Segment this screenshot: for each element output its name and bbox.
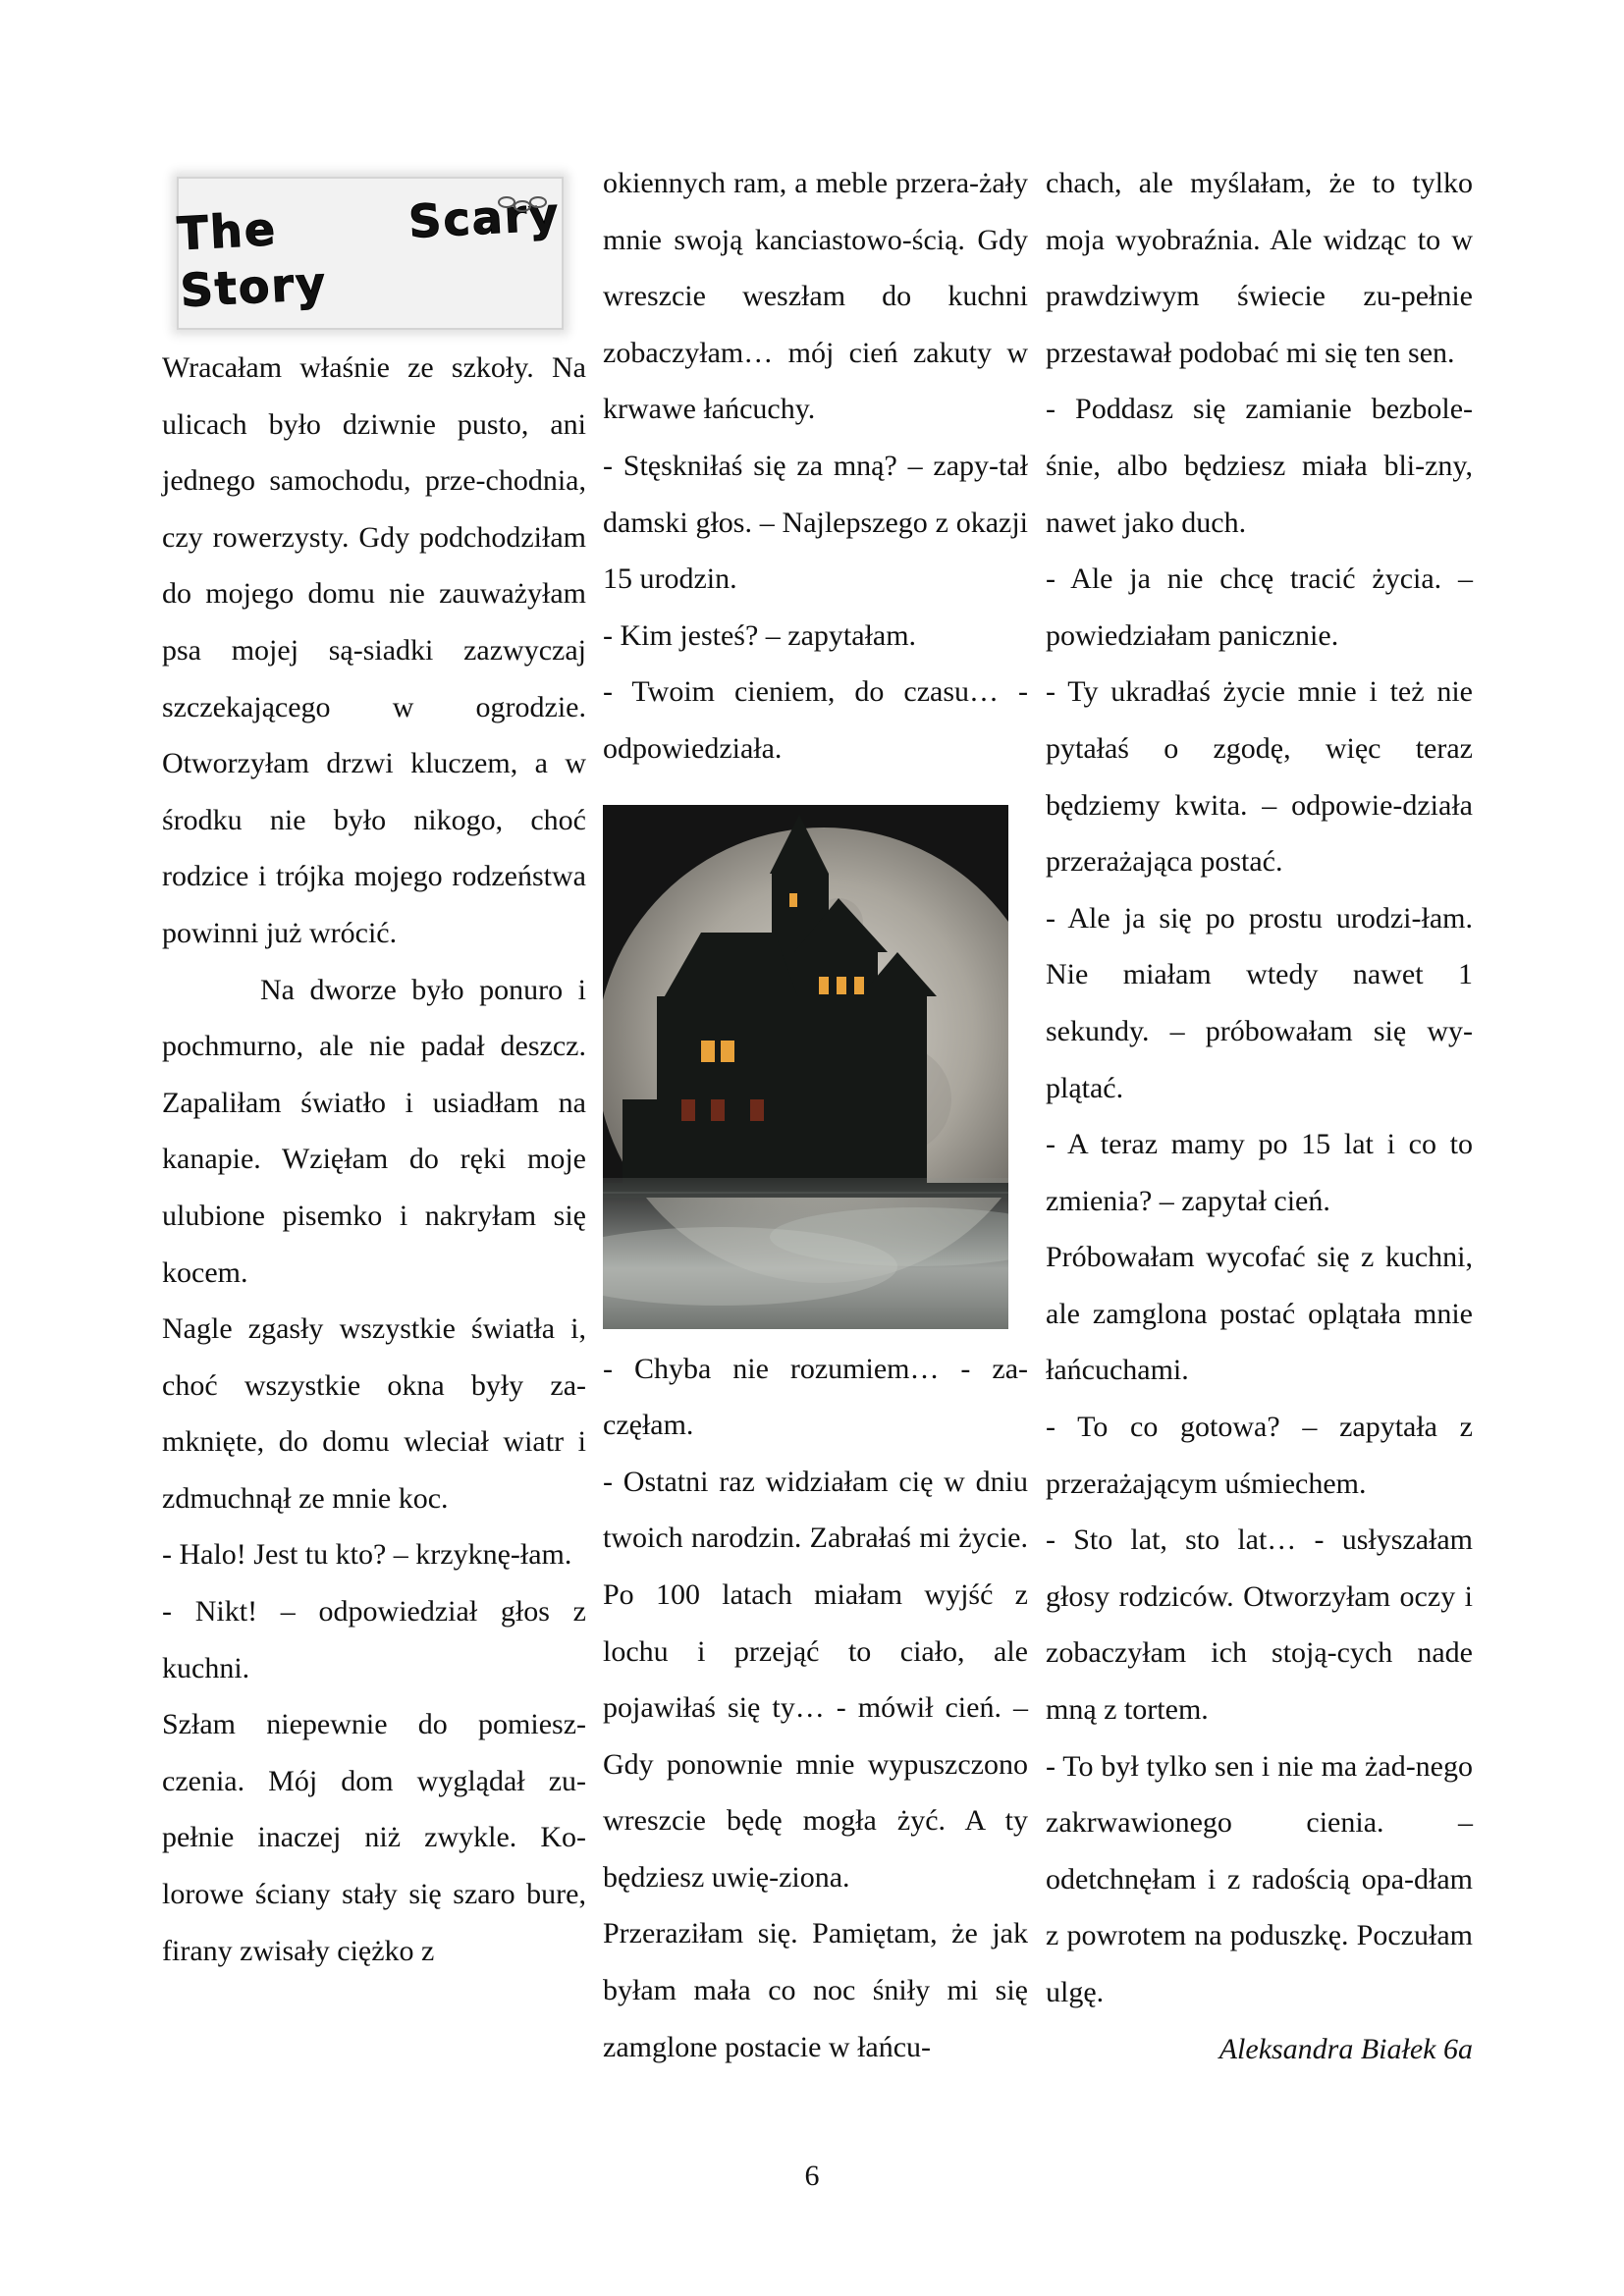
author-signature: Aleksandra Białek 6a: [1218, 2032, 1473, 2065]
logo-box: [177, 177, 564, 330]
logo-text: The Scary Story: [176, 187, 562, 318]
paragraph: Szłam niepewnie do pomiesz-czenia. Mój dom wyglądał zu-pełnie inaczej niż zwykle. Ko-lorowe ściany stały się szaro bure, firany zwisały ciężko z: [162, 1708, 586, 1967]
paragraph: okiennych ram, a meble przera-żały mnie swoją kanciastowo-ścią. Gdy wreszcie weszłam do kuchni zobaczyłam… mój cień zakuty w krwawe łańcuchy.: [603, 167, 1028, 426]
column-3: [1046, 155, 1473, 2077]
paragraph: chach, ale myślałam, że to tylko moja wyobraźnia. Ale widząc to w prawdziwym świecie zu-pełnie przestawał podobać mi się ten sen.: [1046, 167, 1473, 369]
paragraph: - Kim jesteś? – zapytałam.: [603, 618, 917, 652]
paragraph: - Halo! Jest tu kto? – krzyknę-łam.: [162, 1538, 572, 1572]
paragraph: - To co gotowa? – zapytała z przerażającym uśmiechem.: [1046, 1411, 1473, 1500]
paragraph: - Ty ukradłaś życie mnie i też nie pytałaś o zgodę, więc teraz będziemy kwita. – odpowie-działa przerażająca postać.: [1046, 675, 1473, 879]
paragraph: - Ale ja się po prostu urodzi-łam. Nie miałam wtedy nawet 1 sekundy. – próbowałam się wy-plątać.: [1046, 901, 1473, 1104]
haunted-house-image: [603, 805, 1008, 1329]
chain-icon: [493, 188, 552, 228]
paragraph: - Twoim cieniem, do czasu… - odpowiedziała.: [603, 675, 1028, 765]
paragraph: - Chyba nie rozumiem… - za-częłam.: [603, 1352, 1028, 1442]
paragraph: - Nikt! – odpowiedział głos z kuchni.: [162, 1595, 586, 1684]
paragraph: Wracałam właśnie ze szkoły. Na ulicach było dziwnie pusto, ani jednego samochodu, prze-chodnia, czy rowerzysty. Gdy podchodziłam do mojego domu nie zauważyłam psa mojej są-siadki zazwyczaj szczekającego w ogrodzie. Otworzyłam drzwi kluczem, a w środku nie było nikogo, choć rodzice i trójka mojego rodzeństwa powinni już wrócić.: [162, 351, 586, 949]
column-2: [603, 155, 1028, 2075]
paragraph: - A teraz mamy po 15 lat i co to zmienia? – zapytał cień.: [1046, 1128, 1473, 1217]
paragraph: Próbowałam wycofać się z kuchni, ale zamglona postać oplątała mnie łańcuchami.: [1046, 1241, 1473, 1387]
paragraph: - Ale ja nie chcę tracić życia. – powiedziałam panicznie.: [1046, 562, 1473, 652]
page-number: 6: [804, 2160, 820, 2192]
column-1: [162, 155, 586, 1979]
paragraph: - To był tylko sen i nie ma żad-nego zakrwawionego cienia. – odetchnęłam i z radością opa-dłam z powrotem na poduszkę. Poczułam ulgę.: [1046, 1749, 1473, 2008]
paragraph: Na dworze było ponuro i pochmurno, ale nie padał deszcz. Zapaliłam światło i usiadłam na kanapie. Wzięłam do ręki moje ulubione pisemko i nakryłam się kocem.: [162, 973, 586, 1289]
paragraph: - Ostatni raz widziałam cię w dniu twoich narodzin. Zabrałaś mi życie. Po 100 latach miałam wyjść z lochu i przejąć to ciało, ale pojawiłaś się ty… - mówił cień. – Gdy ponownie mnie wypuszczono wreszcie będę mogła żyć. A ty będziesz uwię-ziona.: [603, 1465, 1028, 1894]
paragraph: - Stęskniłaś się za mną? – zapy-tał damski głos. – Najlepszego z okazji 15 urodzin.: [603, 449, 1028, 596]
paragraph: - Sto lat, sto lat… - usłyszałam głosy rodziców. Otworzyłam oczy i zobaczyłam ich stoją-cych nade mną z tortem.: [1046, 1523, 1473, 1727]
paragraph: - Poddasz się zamianie bezbole-śnie, albo będziesz miała bli-zny, nawet jako duch.: [1046, 393, 1473, 539]
paragraph: Przeraziłam się. Pamiętam, że jak byłam mała co noc śniły mi się zamglone postacie w łańcu-: [603, 1917, 1028, 2063]
paragraph: Nagle zgasły wszystkie światła i, choć wszystkie okna były za-mknięte, do domu wleciał wiatr i zdmuchnął ze mnie koc.: [162, 1312, 586, 1515]
